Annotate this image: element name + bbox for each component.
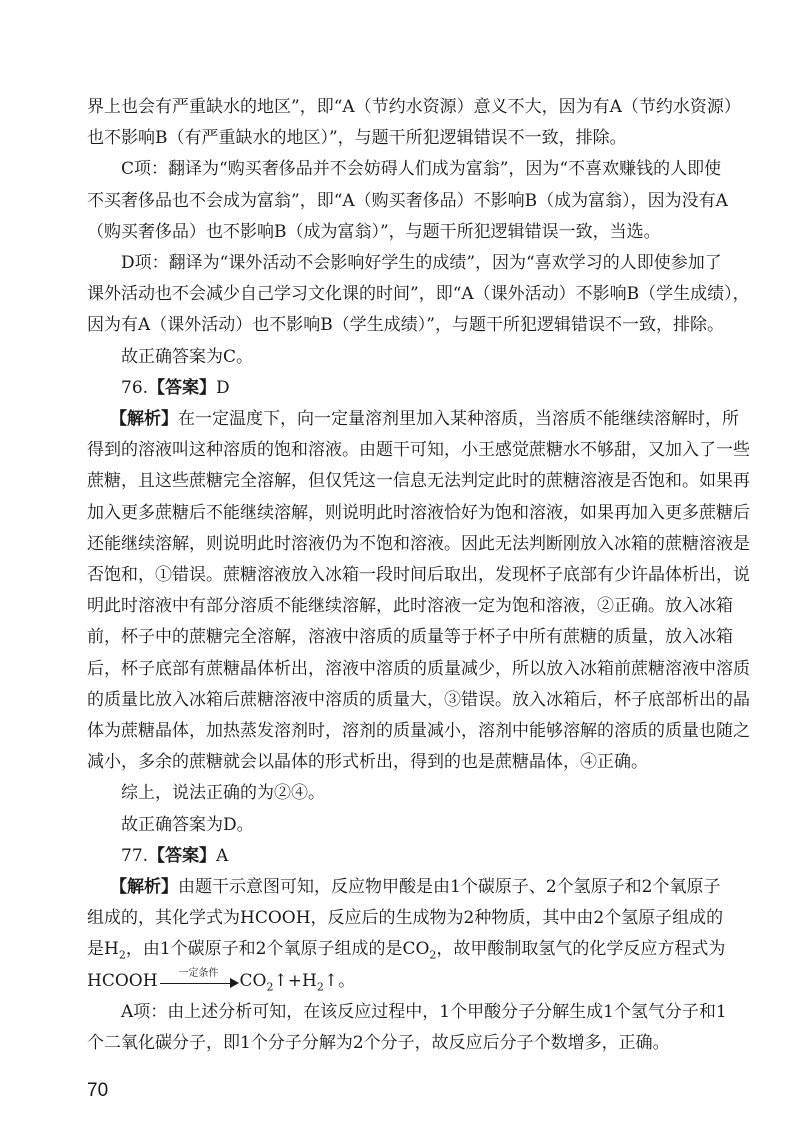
paragraph-line: 组成的，其化学式为HCOOH，反应后的生成物为2种物质，其中由2个氢原子组成的 [87, 908, 724, 929]
paragraph-line: 前，杯子中的蔗糖完全溶解，溶液中溶质的质量等于杯子中所有蔗糖的质量，放入冰箱 [87, 627, 733, 648]
paragraph-line: 得到的溶液叫这种溶质的饱和溶液。由题干可知，小王感觉蔗糖水不够甜，又加入了一些 [87, 440, 750, 461]
paragraph-line: 减小，多余的蔗糖就会以晶体的形式析出，得到的也是蔗糖晶体，④正确。 [87, 752, 648, 773]
h2-prefix: 是H [87, 939, 119, 960]
paragraph-line: 明此时溶液中有部分溶质不能继续溶解，此时溶液一定为饱和溶液，②正确。放入冰箱 [87, 596, 733, 617]
co2-subscript: 2 [429, 948, 437, 962]
h2-subscript: 2 [118, 948, 126, 962]
paragraph-line: 界上也会有严重缺水的地区”，即“A（节约水资源）意义不大，因为有A（节约水资源） [87, 97, 741, 117]
paragraph-line: 故正确答案为C。 [121, 346, 254, 367]
paragraph-line: 个二氧化碳分子，即1个分子分解为2个分子，故反应后分子个数增多，正确。 [87, 1033, 670, 1053]
page-number: 70 [87, 1080, 109, 1101]
analysis-77-text: 由题干示意图可知，反应物甲酸是由1个碳原子、2个氢原子和2个氧原子 [178, 877, 721, 897]
product-co2: CO [239, 970, 267, 991]
paragraph-line: 故正确答案为D。 [121, 814, 254, 835]
gas-up-arrow-icon: ↑ [273, 970, 288, 991]
paragraph-line: A项：由上述分析可知，在该反应过程中，1个甲酸分子分解生成1个氢气分子和1 [121, 1001, 727, 1022]
answer-77-label: 【答案】 [148, 845, 217, 866]
paragraph-line: 蔗糖，且这些蔗糖完全溶解，但仅凭这一信息无法判定此时的蔗糖溶液是否饱和。如果再 [87, 471, 750, 492]
reaction-arrow [158, 967, 240, 992]
paragraph-line: 的质量比放入冰箱后蔗糖溶液中溶质的质量大，③错误。放入冰箱后，杯子底部析出的晶 [87, 689, 750, 710]
product-h2: +H [287, 970, 317, 991]
reactant-formula: HCOOH [87, 970, 158, 991]
paragraph-line: （购买奢侈品）也不影响B（成为富翁）”，与题干所犯逻辑错误一致，当选。 [87, 221, 661, 242]
reaction-condition: 一定条件 [178, 967, 219, 979]
answer-77-heading [121, 845, 228, 867]
arrow-shaft [160, 983, 232, 984]
paragraph-line: 加入更多蔗糖后不能继续溶解，则说明此时溶液恰好为饱和溶液，如果再加入更多蔗糖后 [87, 502, 750, 523]
product-h2-subscript: 2 [316, 979, 324, 993]
analysis-76-label: 【解析】 [110, 409, 178, 429]
product-co2-subscript: 2 [266, 979, 274, 993]
paragraph-line: 也不影响B（有严重缺水的地区）”，与题干所犯逻辑错误不一致，排除。 [87, 128, 627, 149]
paragraph-line: 后，杯子底部有蔗糖晶体析出，溶液中溶质的质量减少，所以放入冰箱前蔗糖溶液中溶质 [87, 658, 750, 679]
answer-76-number: 76. [121, 377, 149, 398]
paragraph-line [110, 876, 720, 898]
answer-76-heading [121, 377, 230, 399]
paragraph-line: 因为有A（课外活动）也不影响B（学生成绩）”，与题干所犯逻辑错误不一致，排除。 [87, 315, 724, 336]
answer-77-value: A [216, 845, 229, 866]
chemical-equation [87, 967, 356, 993]
paragraph-line: 不买奢侈品也不会成为富翁”，即“A（购买奢侈品）不影响B（成为富翁），因为没有A [87, 190, 728, 211]
paragraph-line: C项：翻译为“购买奢侈品并不会妨碍人们成为富翁”，因为“不喜欢赚钱的人即使 [121, 159, 722, 180]
comma: ， [125, 939, 143, 960]
paragraph-line [87, 938, 725, 960]
equation-intro: ，故甲酸制取氢气的化学反应方程式为 [436, 939, 726, 960]
paragraph-line: 综上，说法正确的为②④。 [121, 783, 325, 804]
equation-end: 。 [338, 970, 356, 991]
paragraph-line: 体为蔗糖晶体，加热蒸发溶剂时，溶剂的质量减小，溶剂中能够溶解的溶质的质量也随之 [87, 721, 750, 741]
paragraph-line [110, 408, 739, 430]
answer-76-value: D [216, 377, 230, 398]
paragraph-line: 否饱和，①错误。蔗糖溶液放入冰箱一段时间后取出，发现杯子底部有少许晶体析出，说 [87, 565, 750, 585]
answer-77-number: 77. [121, 845, 149, 866]
arrow-head-icon [230, 978, 239, 988]
paragraph-line: 还能继续溶解，则说明此时溶液仍为不饱和溶液。因此无法判断刚放入冰箱的蔗糖溶液是 [87, 533, 750, 554]
gas-up-arrow-icon: ↑ [323, 970, 339, 991]
paragraph-line: D项：翻译为“课外活动不会影响好学生的成绩”，因为“喜欢学习的人即使参加了 [121, 253, 722, 273]
paragraph-line: 课外活动也不会减少自己学习文化课的时间”，即“A（课外活动）不影响B（学生成绩）， [87, 284, 750, 305]
analysis-77-label: 【解析】 [110, 877, 178, 897]
answer-76-label: 【答案】 [148, 377, 217, 398]
co2-text: 由1个碳原子和2个氧原子组成的是CO [142, 939, 430, 960]
analysis-76-text: 在一定温度下，向一定量溶剂里加入某种溶质，当溶质不能继续溶解时，所 [178, 409, 739, 429]
